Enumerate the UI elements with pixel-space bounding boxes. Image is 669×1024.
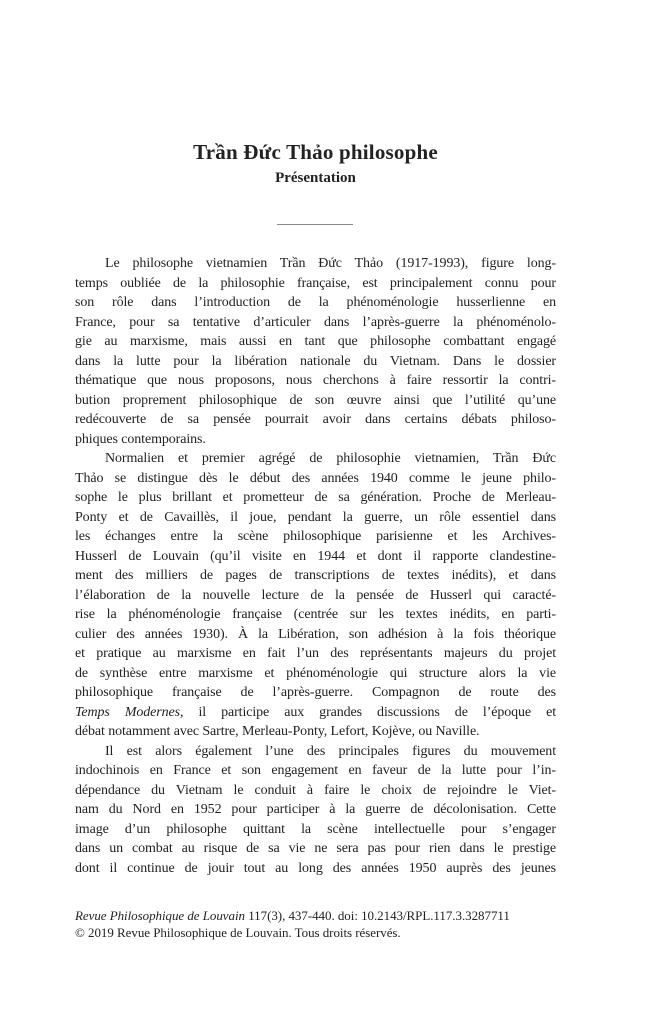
text-line xyxy=(75,371,556,391)
text-segment: rise la phénoménologie française (centrée sur les textes inédits, en parti- xyxy=(75,607,556,622)
text-line xyxy=(75,586,556,606)
text-line xyxy=(75,293,556,313)
text-line xyxy=(75,859,556,879)
text-line xyxy=(75,254,556,274)
text-line xyxy=(75,742,556,762)
text-segment: phiques contemporains. xyxy=(75,431,206,447)
text-line xyxy=(75,664,556,684)
text-segment: thématique que nous proposons, nous cherchons à faire ressortir la contri- xyxy=(75,373,556,388)
text-line xyxy=(75,274,556,294)
text-segment: dont il continue de jouir tout au long des années 1950 auprès des jeunes xyxy=(75,860,556,876)
footer-citation-line xyxy=(75,907,570,924)
text-segment: Ponty et de Cavaillès, il joue, pendant la guerre, un rôle essentiel dans xyxy=(75,509,556,525)
text-line xyxy=(75,410,556,430)
body-text xyxy=(75,254,556,878)
text-line xyxy=(75,761,556,781)
page-title: Trần Đức Thảo philosophe xyxy=(193,140,438,164)
text-line xyxy=(75,703,556,723)
text-line xyxy=(75,839,556,859)
text-segment: temps oubliée de la philosophie française, est principalement connu pour xyxy=(75,275,556,291)
text-line xyxy=(75,820,556,840)
text-line xyxy=(75,488,556,508)
text-line xyxy=(75,547,556,567)
text-segment: indochinois en France et son engagement en faveur de la lutte pour l’in- xyxy=(75,763,556,778)
text-line xyxy=(75,605,556,625)
text-line xyxy=(75,469,556,489)
text-segment: son rôle dans l’introduction de la phénoménologie husserlienne en xyxy=(75,295,556,310)
paragraph xyxy=(75,742,556,879)
text-segment: Il est alors également l’une des principales figures du mouvement xyxy=(105,743,556,759)
text-line xyxy=(75,644,556,664)
text-line xyxy=(75,352,556,372)
footer-copyright-line: © 2019 Revue Philosophique de Louvain. Tous droits réservés. xyxy=(75,925,401,940)
text-segment: dans un combat au risque de sa vie ne sera pas pour rien dans le prestige xyxy=(75,841,556,856)
journal-name-italic: Revue Philosophique de Louvain xyxy=(75,908,245,923)
citation-details: 117(3), 437-440. doi: 10.2143/RPL.117.3.3287711 xyxy=(245,908,510,923)
text-segment: dans la lutte pour la libération nationale du Vietnam. Dans le dossier xyxy=(75,353,556,369)
text-line xyxy=(75,566,556,586)
text-segment: Normalien et premier agrégé de philosophie vietnamien, Trần Đức xyxy=(105,451,556,466)
paragraph xyxy=(75,254,556,449)
text-segment: nam du Nord en 1952 pour participer à la guerre de décolonisation. Cette xyxy=(75,802,556,817)
paragraph xyxy=(75,449,556,742)
text-line xyxy=(75,449,556,469)
text-segment: redécouverte de sa pensée pourrait avoir dans certains débats philoso- xyxy=(75,412,556,427)
text-segment: image d’un philosophe quittant la scène intellectuelle pour s’engager xyxy=(75,821,556,837)
text-segment: de synthèse entre marxisme et phénoménologie qui structure alors la vie xyxy=(75,665,556,681)
text-segment: bution proprement philosophique de son œuvre ainsi que l’utilité qu’une xyxy=(75,392,556,408)
text-segment: débat notamment avec Sartre, Merleau-Ponty, Lefort, Kojève, ou Naville. xyxy=(75,724,480,739)
text-line xyxy=(75,527,556,547)
text-line xyxy=(75,508,556,528)
text-line xyxy=(75,430,556,450)
text-line xyxy=(75,800,556,820)
text-segment: Thảo se distingue dès le début des années 1940 comme le jeune philo- xyxy=(75,470,556,486)
text-segment: ment des milliers de pages de transcriptions de textes inédits), et dans xyxy=(75,568,556,583)
page-footer xyxy=(75,907,570,941)
text-segment: dépendance du Vietnam le conduit à faire le choix de rejoindre le Viet- xyxy=(75,782,556,798)
text-segment: Husserl de Louvain (qu’il visite en 1944 et dont il rapporte clandestine- xyxy=(75,548,556,564)
text-segment: philosophique française de l’après-guerre. Compagnon de route des xyxy=(75,685,556,700)
text-line xyxy=(75,391,556,411)
text-line xyxy=(75,332,556,352)
text-segment: les échanges entre la scène philosophique parisienne et les Archives- xyxy=(75,529,556,544)
text-segment: culier des années 1930). À la Libération, son adhésion à la fois théorique xyxy=(75,626,556,642)
text-line xyxy=(75,313,556,333)
text-line xyxy=(75,781,556,801)
title-divider-rule xyxy=(277,224,353,225)
italic-text: Temps Modernes xyxy=(75,704,181,720)
text-line xyxy=(75,625,556,645)
text-segment: France, pour sa tentative d’articuler dans l’après-guerre la phénoménolo- xyxy=(75,314,556,330)
text-segment: , il participe aux grandes discussions de l’époque et xyxy=(180,704,556,720)
text-segment: et pratique au marxisme en fait l’un des représentants majeurs du projet xyxy=(75,646,556,661)
text-line xyxy=(75,722,556,742)
page-subtitle: Présentation xyxy=(275,170,356,186)
text-segment: l’élaboration de la nouvelle lecture de la pensée de Husserl qui caracté- xyxy=(75,587,556,603)
text-segment: sophe le plus brillant et prometteur de sa génération. Proche de Merleau- xyxy=(75,490,556,505)
text-segment: Le philosophe vietnamien Trần Đức Thảo (1917-1993), figure long- xyxy=(105,256,556,271)
text-line xyxy=(75,683,556,703)
text-segment: gie au marxisme, mais aussi en tant que philosophe combattant engagé xyxy=(75,334,556,349)
